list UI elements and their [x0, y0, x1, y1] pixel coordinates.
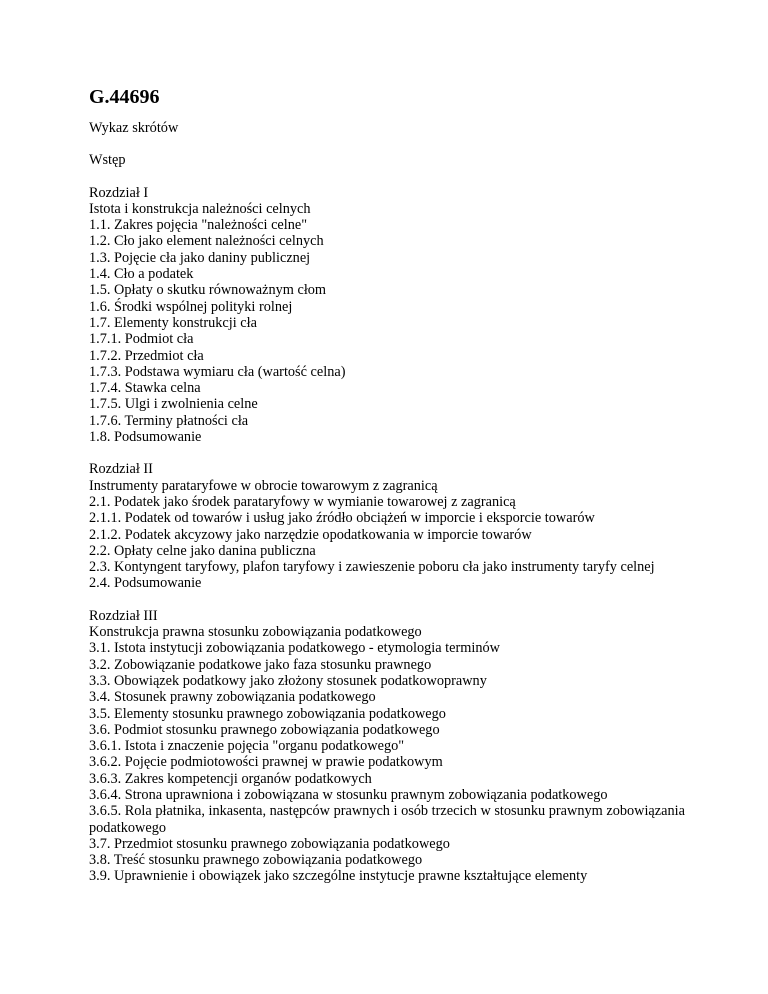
- toc-line: 2.2. Opłaty celne jako danina publiczna: [89, 542, 316, 559]
- toc-line: 1.7.5. Ulgi i zwolnienia celne: [89, 396, 258, 413]
- toc-line: 2.1. Podatek jako środek parataryfowy w wymianie towarowej z zagranicą: [89, 493, 516, 510]
- toc-line: 3.1. Istota instytucji zobowiązania podatkowego - etymologia terminów: [89, 640, 500, 657]
- toc-line: 1.6. Środki wspólnej polityki rolnej: [89, 298, 293, 315]
- toc-line: 2.4. Podsumowanie: [89, 575, 202, 592]
- toc-line: 3.5. Elementy stosunku prawnego zobowiązania podatkowego: [89, 705, 446, 722]
- toc-line: 1.8. Podsumowanie: [89, 429, 202, 446]
- toc-line: 1.7. Elementy konstrukcji cła: [89, 314, 257, 331]
- chapter-3-heading: Rozdział III: [89, 607, 158, 624]
- toc-line: 3.7. Przedmiot stosunku prawnego zobowiązania podatkowego: [89, 835, 450, 852]
- toc-line: 3.6. Podmiot stosunku prawnego zobowiązania podatkowego: [89, 721, 440, 738]
- toc-line: 3.6.5. Rola płatnika, inkasenta, następców prawnych i osób trzecich w stosunku prawnym zobowiązania podatkowego: [89, 803, 685, 836]
- toc-line: 1.7.4. Stawka celna: [89, 380, 201, 397]
- toc-line: 3.6.1. Istota i znaczenie pojęcia "organu podatkowego": [89, 738, 405, 755]
- toc-line: 3.2. Zobowiązanie podatkowe jako faza stosunku prawnego: [89, 656, 432, 673]
- toc-line: 1.2. Cło jako element należności celnych: [89, 233, 324, 250]
- toc-line: 3.6.4. Strona uprawniona i zobowiązana w stosunku prawnym zobowiązania podatkowego: [89, 786, 608, 803]
- toc-line: 1.5. Opłaty o skutku równoważnym cłom: [89, 282, 327, 299]
- abbreviations-entry: Wykaz skrótów: [89, 120, 179, 136]
- toc-line: Instrumenty parataryfowe w obrocie towarowym z zagranicą: [89, 477, 438, 494]
- toc-line: 1.7.3. Podstawa wymiaru cła (wartość celna): [89, 363, 346, 380]
- toc-line: 1.7.1. Podmiot cła: [89, 331, 194, 348]
- toc-line: Konstrukcja prawna stosunku zobowiązania podatkowego: [89, 624, 422, 641]
- toc-line: 1.1. Zakres pojęcia "należności celne": [89, 217, 308, 234]
- chapter-1-heading: Rozdział I: [89, 184, 149, 201]
- document-page: [89, 84, 689, 901]
- toc-line: 2.1.2. Podatek akcyzowy jako narzędzie opodatkowania w imporcie towarów: [89, 526, 532, 543]
- chapter-2-section: [89, 461, 689, 591]
- toc-line: 3.6.2. Pojęcie podmiotowości prawnej w prawie podatkowym: [89, 754, 443, 771]
- toc-line: 2.1.1. Podatek od towarów i usług jako źródło obciążeń w imporcie i eksporcie towarów: [89, 510, 595, 527]
- toc-line: 3.3. Obowiązek podatkowy jako złożony stosunek podatkowoprawny: [89, 672, 487, 689]
- toc-line: Istota i konstrukcja należności celnych: [89, 200, 311, 217]
- toc-line: 1.7.2. Przedmiot cła: [89, 347, 204, 364]
- document-title: G.44696: [89, 86, 160, 108]
- toc-line: 3.6.3. Zakres kompetencji organów podatkowych: [89, 770, 372, 787]
- toc-line: 1.3. Pojęcie cła jako daniny publicznej: [89, 249, 311, 266]
- toc-line: 3.8. Treść stosunku prawnego zobowiązania podatkowego: [89, 852, 423, 869]
- toc-line: 2.3. Kontyngent taryfowy, plafon taryfowy i zawieszenie poboru cła jako instrumenty taryfy celnej: [89, 559, 655, 576]
- chapter-3-section: [89, 608, 689, 885]
- introduction-entry: Wstęp: [89, 152, 126, 169]
- chapter-1-section: [89, 185, 689, 446]
- toc-line: 1.7.6. Terminy płatności cła: [89, 412, 249, 429]
- toc-line: 1.4. Cło a podatek: [89, 266, 194, 283]
- toc-line: 3.9. Uprawnienie i obowiązek jako szczególne instytucje prawne kształtujące elementy: [89, 868, 588, 885]
- toc-line: 3.4. Stosunek prawny zobowiązania podatkowego: [89, 689, 376, 706]
- chapter-2-heading: Rozdział II: [89, 461, 153, 478]
